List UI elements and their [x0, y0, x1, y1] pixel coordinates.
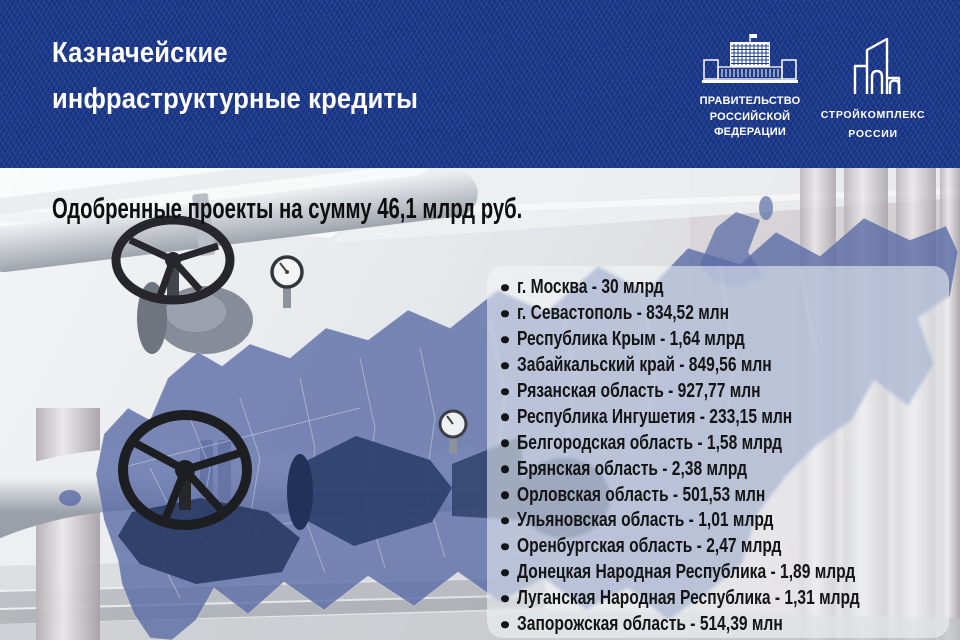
regions-list: [487, 266, 949, 637]
government-logo: [698, 33, 802, 139]
government-logo-label-line1: ПРАВИТЕЛЬСТВО: [699, 95, 801, 107]
region-list-item: Рязанская область - 927,77 млн: [500, 379, 943, 405]
region-list-item: г. Москва - 30 млрд: [500, 275, 943, 301]
region-list-item: Республика Крым - 1,64 млрд: [500, 327, 943, 353]
region-list-item: Ульяновская область - 1,01 млрд: [500, 508, 943, 534]
region-list-item: г. Севастополь - 834,52 млн: [500, 301, 943, 327]
region-list-item: Орловская область - 501,53 млн: [500, 482, 943, 508]
header: [0, 0, 960, 170]
stroykompleks-logo-label-line1: СТРОЙКОМПЛЕКС: [820, 109, 926, 121]
region-list-item: Луганская Народная Республика - 1,31 млрд: [500, 586, 943, 612]
region-list-item: Донецкая Народная Республика - 1,89 млрд: [500, 560, 943, 586]
government-logo-label-line3: ФЕДЕРАЦИИ: [714, 126, 786, 138]
region-list-item: Республика Ингушетия - 233,15 млн: [500, 404, 943, 430]
government-building-icon: [700, 33, 800, 87]
regions-panel: [487, 266, 949, 638]
region-list-item: Белгородская область - 1,58 млрд: [500, 430, 943, 456]
region-list-item: Запорожская область - 514,39 млн: [500, 612, 943, 638]
page-title-line1: Казначейские: [52, 37, 228, 69]
region-list-item: Брянская область - 2,38 млрд: [500, 456, 943, 482]
region-list-item: Забайкальский край - 849,56 млн: [500, 353, 943, 379]
stroykompleks-logo-label-line2: РОССИИ: [848, 127, 898, 140]
government-logo-label-line2: РОССИЙСКОЙ: [709, 110, 791, 123]
stroykompleks-logo-icon: [845, 36, 901, 98]
page-title-line2: инфраструктурные кредиты: [52, 83, 419, 115]
page-title: [52, 30, 468, 122]
region-list-item: Оренбургская область - 2,47 млрд: [500, 534, 943, 560]
stroykompleks-logo: [818, 36, 928, 140]
subtitle: Одобренные проекты на сумму 46,1 млрд руб.: [52, 193, 523, 225]
